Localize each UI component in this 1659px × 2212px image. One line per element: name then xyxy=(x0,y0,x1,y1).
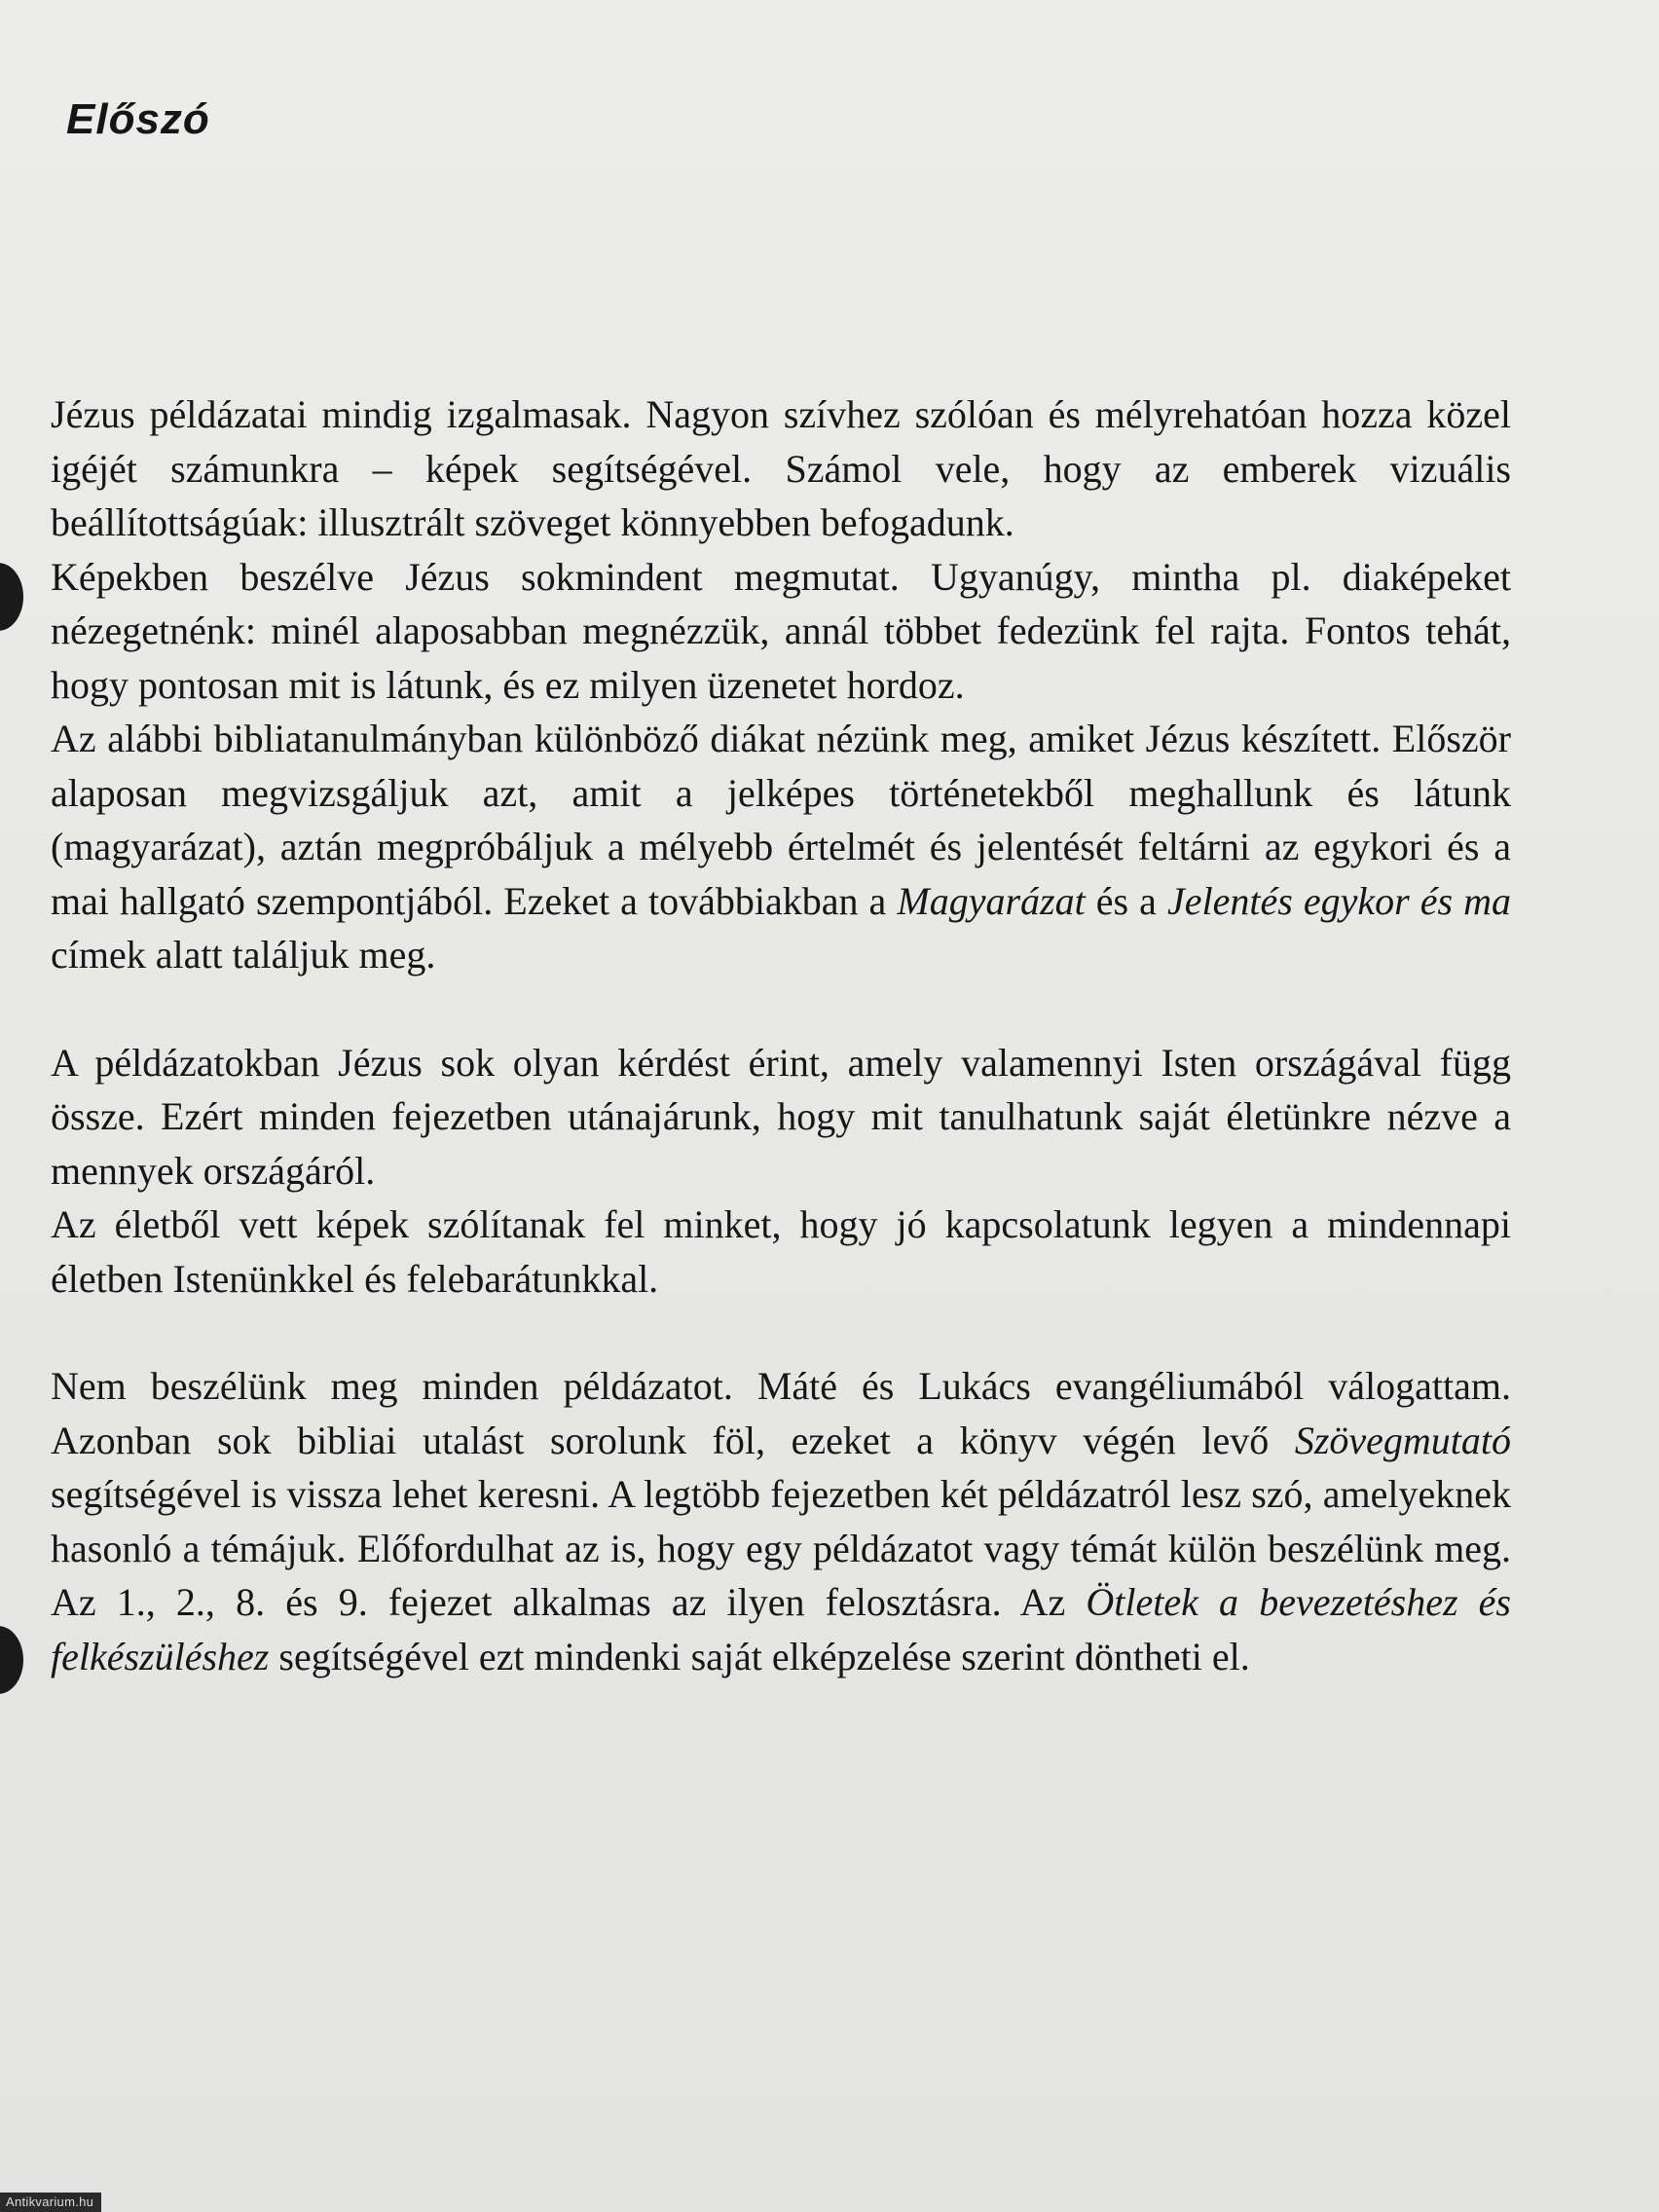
text-segment: címek alatt találjuk meg. xyxy=(51,933,436,977)
paragraph xyxy=(51,1036,1511,1198)
text-segment: és a xyxy=(1085,878,1167,923)
body-text xyxy=(51,387,1511,1683)
paragraph-gap xyxy=(51,1306,1511,1359)
italic-phrase: Ötletek a bevezetéshez és felkészüléshez xyxy=(51,1580,1511,1678)
text-segment: segítségével ezt mindenki saját elképzelése szerint döntheti el. xyxy=(269,1634,1250,1678)
paragraph xyxy=(51,1198,1511,1306)
paragraph xyxy=(51,550,1511,713)
italic-phrase: Magyarázat xyxy=(897,878,1086,923)
paragraph-gap xyxy=(51,982,1511,1036)
text-segment: Jézus példázatai mindig izgalmasak. Nagyon szívhez szólóan és mélyrehatóan hozza közel igéjét számunkra – képek segítségével. Számol vele, hogy az emberek vizuális beállítottságúak: illusztrált szöveget könnyebben befogadunk. xyxy=(51,392,1511,544)
text-segment: segítségével is vissza lehet keresni. A legtöbb fejezetben két példázatról lesz szó, amelyeknek hasonló a témájuk. Előfordulhat az is, hogy egy példázatot vagy témát külön beszélünk meg. Az 1., 2., 8. és 9. fejezet alkalmas az ilyen felosztásra. Az xyxy=(51,1472,1511,1624)
text-segment: Az életből vett képek szólítanak fel minket, hogy jó kapcsolatunk legyen a mindennapi életben Istenünkkel és felebarátunkkal. xyxy=(51,1202,1511,1301)
text-segment: Nem beszélünk meg minden példázatot. Máté és Lukács evangéliumából válogattam. Azonban sok bibliai utalást sorolunk föl, ezeket a könyv végén levő xyxy=(51,1364,1511,1462)
binding-hole xyxy=(0,1626,23,1694)
text-segment: A példázatokban Jézus sok olyan kérdést érint, amely valamennyi Isten országával függ össze. Ezért minden fejezetben utánajárunk, hogy mit tanulhatunk saját életünkre nézve a mennyek országáról. xyxy=(51,1040,1511,1193)
binding-hole xyxy=(0,563,23,631)
italic-phrase: Jelentés egykor és ma xyxy=(1166,878,1512,923)
page-title: Előszó xyxy=(66,95,210,143)
watermark-label: Antikvarium.hu xyxy=(0,2193,101,2212)
text-segment: Az alábbi bibliatanulmányban különböző diákat nézünk meg, amiket Jézus készített. Először alaposan megvizsgáljuk azt, amit a jelképes történetekből meghallunk és látunk (magyarázat), aztán megpróbáljuk a mélyebb értelmét és jelentését feltárni az egykori és a mai hallgató szempontjából. Ezeket a továbbiakban a xyxy=(51,717,1511,923)
paragraph xyxy=(51,712,1511,982)
text-segment: Képekben beszélve Jézus sokmindent megmutat. Ugyanúgy, mintha pl. diaképeket nézegetnénk: minél alaposabban megnézzük, annál többet fedezünk fel rajta. Fontos tehát, hogy pontosan mit is látunk, és ez milyen üzenetet hordoz. xyxy=(51,554,1511,707)
paragraph xyxy=(51,1359,1511,1683)
paragraph xyxy=(51,387,1511,550)
italic-phrase: Szövegmutató xyxy=(1294,1418,1511,1462)
